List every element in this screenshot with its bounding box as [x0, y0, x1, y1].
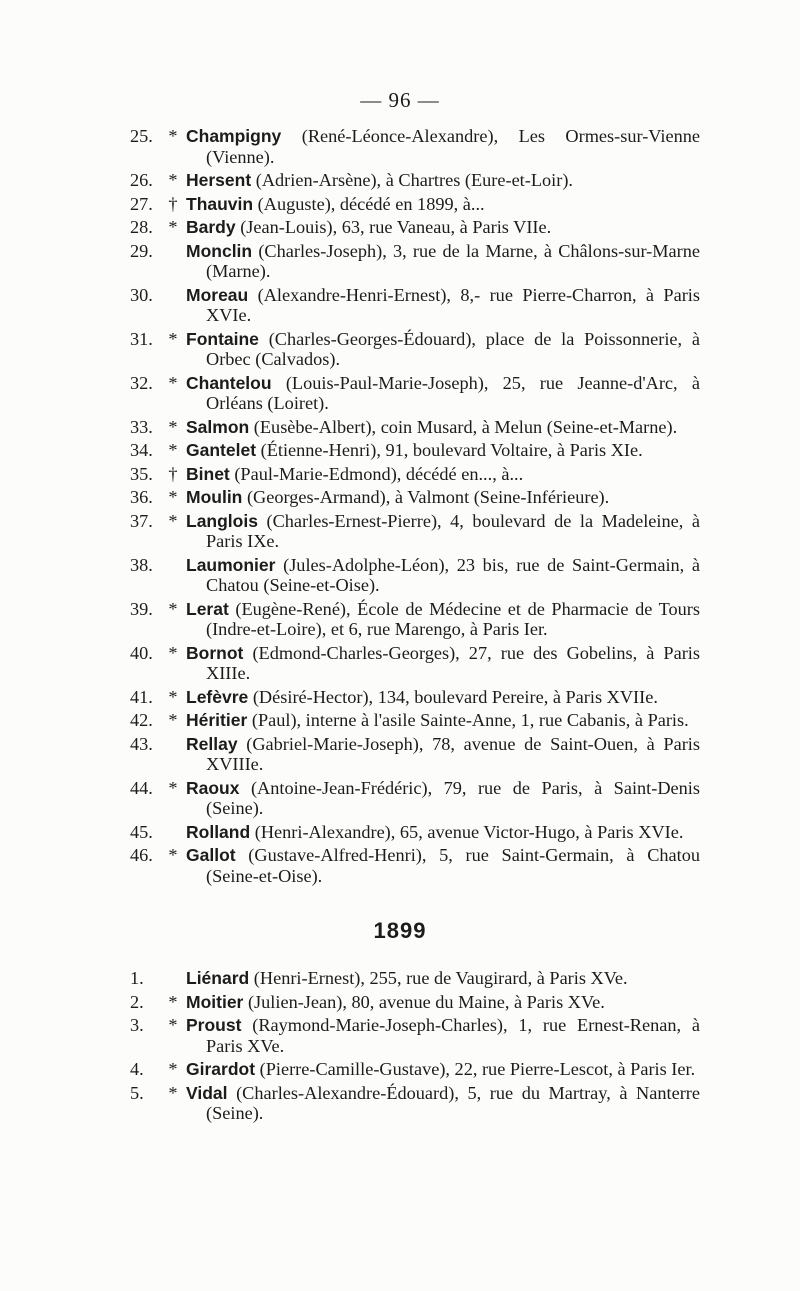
- entry-list-1899: [0, 968, 800, 1127]
- entry-number: 41.: [130, 686, 153, 707]
- entry-number: 27.: [130, 193, 153, 214]
- entry-mark: *: [168, 487, 178, 507]
- list-item: [0, 217, 800, 238]
- list-item: [0, 599, 800, 640]
- entry-details: (Paul-Marie-Edmond), décédé en..., à...: [234, 463, 524, 484]
- entry-name: Chantelou: [186, 372, 272, 393]
- entry-number: 28.: [130, 217, 153, 237]
- entry-name: Girardot: [186, 1059, 256, 1079]
- entry-number: 39.: [130, 598, 153, 619]
- entry-number: 4.: [130, 1059, 144, 1079]
- entry-number: 34.: [130, 440, 153, 460]
- entry-mark: *: [168, 372, 178, 393]
- entry-name: Hersent: [186, 170, 252, 190]
- entry-mark: *: [168, 510, 178, 531]
- entry-list-1898: [0, 126, 800, 889]
- entry-number: 31.: [130, 328, 153, 349]
- list-item: [0, 845, 800, 886]
- entry-name: Lefèvre: [186, 686, 249, 707]
- entry-name: Proust: [186, 1015, 242, 1035]
- entry-number: 26.: [130, 170, 153, 190]
- entry-mark: *: [168, 328, 178, 349]
- entry-mark: *: [168, 710, 178, 730]
- entry-name: Rellay: [186, 733, 238, 754]
- entry-details: (René-Léonce-Alexandre), Les Ormes-sur-Vienne (Vienne).: [206, 126, 700, 167]
- entry-mark: *: [168, 777, 178, 798]
- entry-details: (Charles-Alexandre-Édouard), 5, rue du Martray, à Nanterre (Seine).: [206, 1082, 700, 1123]
- list-item: [0, 1015, 800, 1056]
- entry-details: (Auguste), décédé en 1899, à...: [257, 193, 485, 214]
- entry-name: Fontaine: [186, 328, 259, 349]
- list-item: [0, 710, 800, 731]
- entry-details: (Henri-Alexandre), 65, avenue Victor-Hugo, à Paris XVIe.: [254, 821, 684, 842]
- entry-name: Vidal: [186, 1082, 228, 1103]
- entry-number: 40.: [130, 642, 153, 663]
- entry-details: (Eugène-René), École de Médecine et de Pharmacie de Tours (Indre-et-Loire), et 6, rue Marengo, à Paris Ier.: [206, 598, 700, 639]
- entry-details: (Georges-Armand), à Valmont (Seine-Inférieure).: [246, 487, 610, 507]
- entry-number: 32.: [130, 372, 153, 393]
- entry-number: 38.: [130, 554, 153, 575]
- list-item: [0, 968, 800, 989]
- entry-mark: *: [168, 416, 178, 437]
- list-item: [0, 464, 800, 485]
- entry-mark: *: [168, 126, 178, 146]
- list-item: [0, 822, 800, 843]
- entry-details: (Jules-Adolphe-Léon), 23 bis, rue de Saint-Germain, à Chatou (Seine-et-Oise).: [206, 554, 700, 595]
- list-item: [0, 440, 800, 461]
- list-item: [0, 170, 800, 191]
- page-number: — 96 —: [360, 88, 440, 112]
- entry-mark: *: [168, 991, 178, 1012]
- entry-details: (Gustave-Alfred-Henri), 5, rue Saint-Germain, à Chatou (Seine-et-Oise).: [206, 845, 701, 886]
- entry-number: 30.: [130, 284, 153, 305]
- entry-number: 36.: [130, 487, 153, 507]
- entry-details: (Henri-Ernest), 255, rue de Vaugirard, à Paris XVe.: [253, 968, 628, 988]
- entry-name: Moreau: [186, 284, 249, 305]
- entry-name: Gantelet: [186, 440, 257, 460]
- entry-details: (Antoine-Jean-Frédéric), 79, rue de Paris, à Saint-Denis (Seine).: [206, 777, 700, 818]
- entry-number: 43.: [130, 733, 153, 754]
- entry-mark: †: [168, 463, 178, 484]
- entry-number: 2.: [130, 991, 144, 1012]
- list-item: [0, 778, 800, 819]
- entry-details: (Louis-Paul-Marie-Joseph), 25, rue Jeanne-d'Arc, à Orléans (Loiret).: [206, 372, 700, 413]
- entry-mark: *: [168, 686, 178, 707]
- entry-number: 3.: [130, 1015, 144, 1035]
- entry-details: (Charles-Joseph), 3, rue de la Marne, à Châlons-sur-Marne (Marne).: [206, 240, 700, 281]
- entry-name: Rolland: [186, 821, 251, 842]
- entry-number: 1.: [130, 968, 144, 988]
- entry-name: Thauvin: [186, 193, 254, 214]
- entry-details: (Julien-Jean), 80, avenue du Maine, à Paris XVe.: [247, 991, 605, 1012]
- entry-name: Héritier: [186, 710, 248, 730]
- entry-number: 5.: [130, 1082, 144, 1103]
- entry-name: Raoux: [186, 777, 240, 798]
- entry-name: Binet: [186, 463, 230, 484]
- entry-name: Bornot: [186, 642, 244, 663]
- entry-mark: *: [168, 845, 178, 865]
- entry-mark: *: [168, 642, 178, 663]
- list-item: [0, 555, 800, 596]
- list-item: [0, 194, 800, 215]
- entry-number: 29.: [130, 240, 153, 261]
- list-item: [0, 992, 800, 1013]
- entry-details: (Charles-Ernest-Pierre), 4, boulevard de la Madeleine, à Paris IXe.: [206, 510, 700, 551]
- list-item: [0, 687, 800, 708]
- entry-number: 25.: [130, 126, 153, 146]
- entry-mark: *: [168, 170, 178, 190]
- list-item: [0, 734, 800, 775]
- entry-details: (Paul), interne à l'asile Sainte-Anne, 1, rue Cabanis, à Paris.: [251, 710, 689, 730]
- entry-number: 42.: [130, 710, 153, 730]
- list-item: [0, 643, 800, 684]
- entry-number: 44.: [130, 777, 153, 798]
- entry-details: (Désiré-Hector), 134, boulevard Pereire, à Paris XVIIe.: [252, 686, 658, 707]
- entry-details: (Gabriel-Marie-Joseph), 78, avenue de Saint-Ouen, à Paris XVIIIe.: [206, 733, 700, 774]
- list-item: [0, 1083, 800, 1124]
- list-item: [0, 241, 800, 282]
- list-item: [0, 285, 800, 326]
- entry-details: (Raymond-Marie-Joseph-Charles), 1, rue Ernest-Renan, à Paris XVe.: [206, 1015, 700, 1056]
- entry-mark: *: [168, 1059, 178, 1079]
- entry-mark: *: [168, 598, 178, 619]
- year-heading: 1899: [373, 918, 427, 943]
- list-item: [0, 1059, 800, 1080]
- entry-mark: †: [168, 193, 178, 214]
- entry-name: Gallot: [186, 845, 236, 865]
- list-item: [0, 126, 800, 167]
- list-item: [0, 329, 800, 370]
- entry-name: Lerat: [186, 598, 229, 619]
- entry-number: 35.: [130, 463, 153, 484]
- list-item: [0, 487, 800, 508]
- entry-name: Liénard: [186, 968, 250, 988]
- entry-name: Moulin: [186, 487, 243, 507]
- entry-details: (Jean-Louis), 63, rue Vaneau, à Paris VIIe.: [240, 217, 552, 237]
- entry-mark: *: [168, 440, 178, 460]
- entry-details: (Eusèbe-Albert), coin Musard, à Melun (Seine-et-Marne).: [253, 416, 678, 437]
- list-item: [0, 511, 800, 552]
- entry-name: Moitier: [186, 991, 244, 1012]
- entry-details: (Edmond-Charles-Georges), 27, rue des Gobelins, à Paris XIIIe.: [206, 642, 700, 683]
- entry-name: Langlois: [186, 510, 258, 531]
- entry-name: Monclin: [186, 240, 253, 261]
- entry-number: 37.: [130, 510, 153, 531]
- entry-name: Laumonier: [186, 554, 276, 575]
- entry-details: (Charles-Georges-Édouard), place de la Poissonnerie, à Orbec (Calvados).: [206, 328, 700, 369]
- entry-mark: *: [168, 217, 178, 237]
- entry-details: (Pierre-Camille-Gustave), 22, rue Pierre-Lescot, à Paris Ier.: [259, 1059, 696, 1079]
- entry-name: Salmon: [186, 416, 250, 437]
- entry-details: (Adrien-Arsène), à Chartres (Eure-et-Loir).: [255, 170, 573, 190]
- entry-mark: *: [168, 1015, 178, 1035]
- entry-details: (Étienne-Henri), 91, boulevard Voltaire, à Paris XIe.: [260, 440, 643, 460]
- entry-number: 33.: [130, 416, 153, 437]
- entry-name: Bardy: [186, 217, 236, 237]
- list-item: [0, 373, 800, 414]
- entry-details: (Alexandre-Henri-Ernest), 8,- rue Pierre-Charron, à Paris XVIe.: [206, 284, 700, 325]
- list-item: [0, 417, 800, 438]
- entry-number: 45.: [130, 821, 153, 842]
- entry-number: 46.: [130, 845, 153, 865]
- entry-name: Champigny: [186, 126, 282, 146]
- entry-mark: *: [168, 1082, 178, 1103]
